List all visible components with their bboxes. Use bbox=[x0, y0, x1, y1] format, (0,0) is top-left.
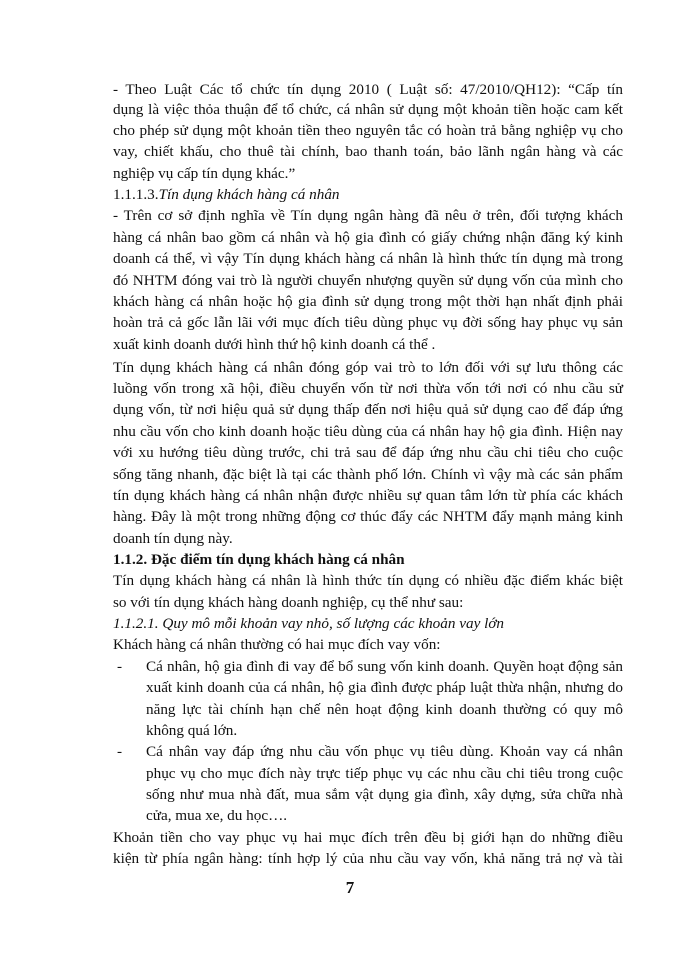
page-number: 7 bbox=[345, 878, 355, 897]
text-line: hoàn trả cả gốc lẫn lãi với mục đích tiêu dùng phục vụ đời sống hay phục vụ sản bbox=[113, 314, 623, 332]
list-item-line: không quá lớn. bbox=[146, 721, 238, 739]
list-item-line: sống như mua nhà đất, mua sắm vật dụng gia đình, xây dựng, sửa chữa nhà bbox=[146, 785, 623, 803]
text-line: cho phép sử dụng một khoản tiền theo nguyên tắc có hoàn trả bằng nghiệp vụ cho bbox=[113, 121, 623, 139]
text-line: dụng vốn, từ nơi hiệu quả sử dụng thấp đến nơi hiệu quả sử dụng cao để đáp ứng bbox=[113, 401, 623, 419]
subsection-heading bbox=[113, 185, 623, 205]
text-line: doanh cá thể, vì vậy Tín dụng khách hàng cá nhân là hình thức tín dụng mà trong bbox=[113, 250, 623, 268]
text-line: tín dụng khách hàng cá nhân nhận được nhiều sự quan tâm lớn từ phía các khách bbox=[113, 486, 623, 504]
text-line: nghiệp vụ cấp tín dụng khác.” bbox=[113, 164, 296, 182]
list-item-line: năng lực tài chính hạn chế nên hoạt động kinh doanh thường có quy mô bbox=[146, 700, 623, 718]
text-line: luồng vốn trong xã hội, điều chuyển vốn từ nơi thừa vốn tới nơi có nhu cầu sử bbox=[113, 380, 623, 398]
text-line: sống tăng nhanh, đặc biệt là tại các thành phố lớn. Chính vì vậy mà các sản phẩm bbox=[113, 465, 623, 483]
text-line: hàng cá nhân bao gồm cá nhân và hộ gia đình có giấy chứng nhận đăng ký kinh bbox=[113, 228, 623, 246]
text-line: vay, chiết khấu, cho thuê tài chính, bao thanh toán, bảo lãnh ngân hàng và các bbox=[113, 143, 623, 161]
list-item-line: Cá nhân vay đáp ứng nhu cầu vốn phục vụ tiêu dùng. Khoản vay cá nhân bbox=[146, 743, 623, 761]
text-line: Khoản tiền cho vay phục vụ hai mục đích trên đều bị giới hạn do những điều bbox=[113, 828, 623, 846]
text-line: đó NHTM đóng vai trò là người chuyển nhượng quyền sử dụng vốn của mình cho bbox=[113, 271, 623, 289]
text-line: so với tín dụng khách hàng doanh nghiệp, cụ thể như sau: bbox=[113, 593, 464, 611]
text-line: khách hàng cá nhân hoặc hộ gia đình sử dụng trong một thời hạn nhất định phải bbox=[113, 292, 623, 310]
text-line: với xu hướng tiêu dùng trước, chi trả sau để đáp ứng nhu cầu chi tiêu cho cuộc bbox=[113, 444, 623, 462]
text-line: hàng. Đây là một trong những động cơ thúc đẩy các NHTM đẩy mạnh mảng kinh bbox=[113, 508, 623, 526]
text-line: Tín dụng khách hàng cá nhân là hình thức tín dụng có nhiều đặc điểm khác biệt bbox=[113, 572, 623, 590]
list-item-line: cửa, mua xe, du học…. bbox=[146, 807, 288, 825]
text-line: nhu cầu vốn cho kinh doanh hoặc tiêu dùng của cá nhân hay hộ gia đình. Hiện nay bbox=[113, 422, 623, 440]
bullet-dash: - bbox=[117, 743, 123, 761]
text-line: - Theo Luật Các tổ chức tín dụng 2010 ( Luật số: 47/2010/QH12): “Cấp tín bbox=[113, 81, 623, 98]
text-line: doanh tín dụng này. bbox=[113, 529, 233, 547]
list-item-line: xuất kinh doanh của cá nhân, hộ gia đình được pháp luật thừa nhận, nhưng do bbox=[146, 679, 623, 697]
section-heading: 1.1.2. Đặc điểm tín dụng khách hàng cá nhân bbox=[113, 550, 405, 568]
text-line: Khách hàng cá nhân thường có hai mục đích vay vốn: bbox=[113, 636, 441, 654]
bullet-dash: - bbox=[117, 657, 123, 675]
heading-title: Tín dụng khách hàng cá nhân bbox=[158, 186, 340, 203]
list-item-line: phục vụ cho mục đích này trực tiếp phục vụ các nhu cầu chi tiêu trong cuộc bbox=[146, 764, 623, 782]
heading-number: 1.1.1.3. bbox=[113, 186, 159, 203]
subsection-heading: 1.1.2.1. Quy mô mỗi khoản vay nhỏ, số lượng các khoản vay lớn bbox=[113, 615, 505, 632]
list-item-line: Cá nhân, hộ gia đình đi vay để bổ sung vốn kinh doanh. Quyền hoạt động sản bbox=[146, 657, 623, 675]
text-line: dụng là việc thỏa thuận để tổ chức, cá nhân sử dụng một khoản tiền hoặc cam kết bbox=[113, 100, 623, 118]
text-line: kiện từ phía ngân hàng: tính hợp lý của nhu cầu vay vốn, khả năng trả nợ và tài bbox=[113, 850, 623, 867]
text-line: Tín dụng khách hàng cá nhân đóng góp vai trò to lớn đối với sự lưu thông các bbox=[113, 358, 623, 376]
text-line: xuất kinh doanh dưới hình thứ hộ kinh doanh cá thể . bbox=[113, 335, 436, 353]
text-line: - Trên cơ sở định nghĩa về Tín dụng ngân hàng đã nêu ở trên, đối tượng khách bbox=[113, 207, 623, 225]
